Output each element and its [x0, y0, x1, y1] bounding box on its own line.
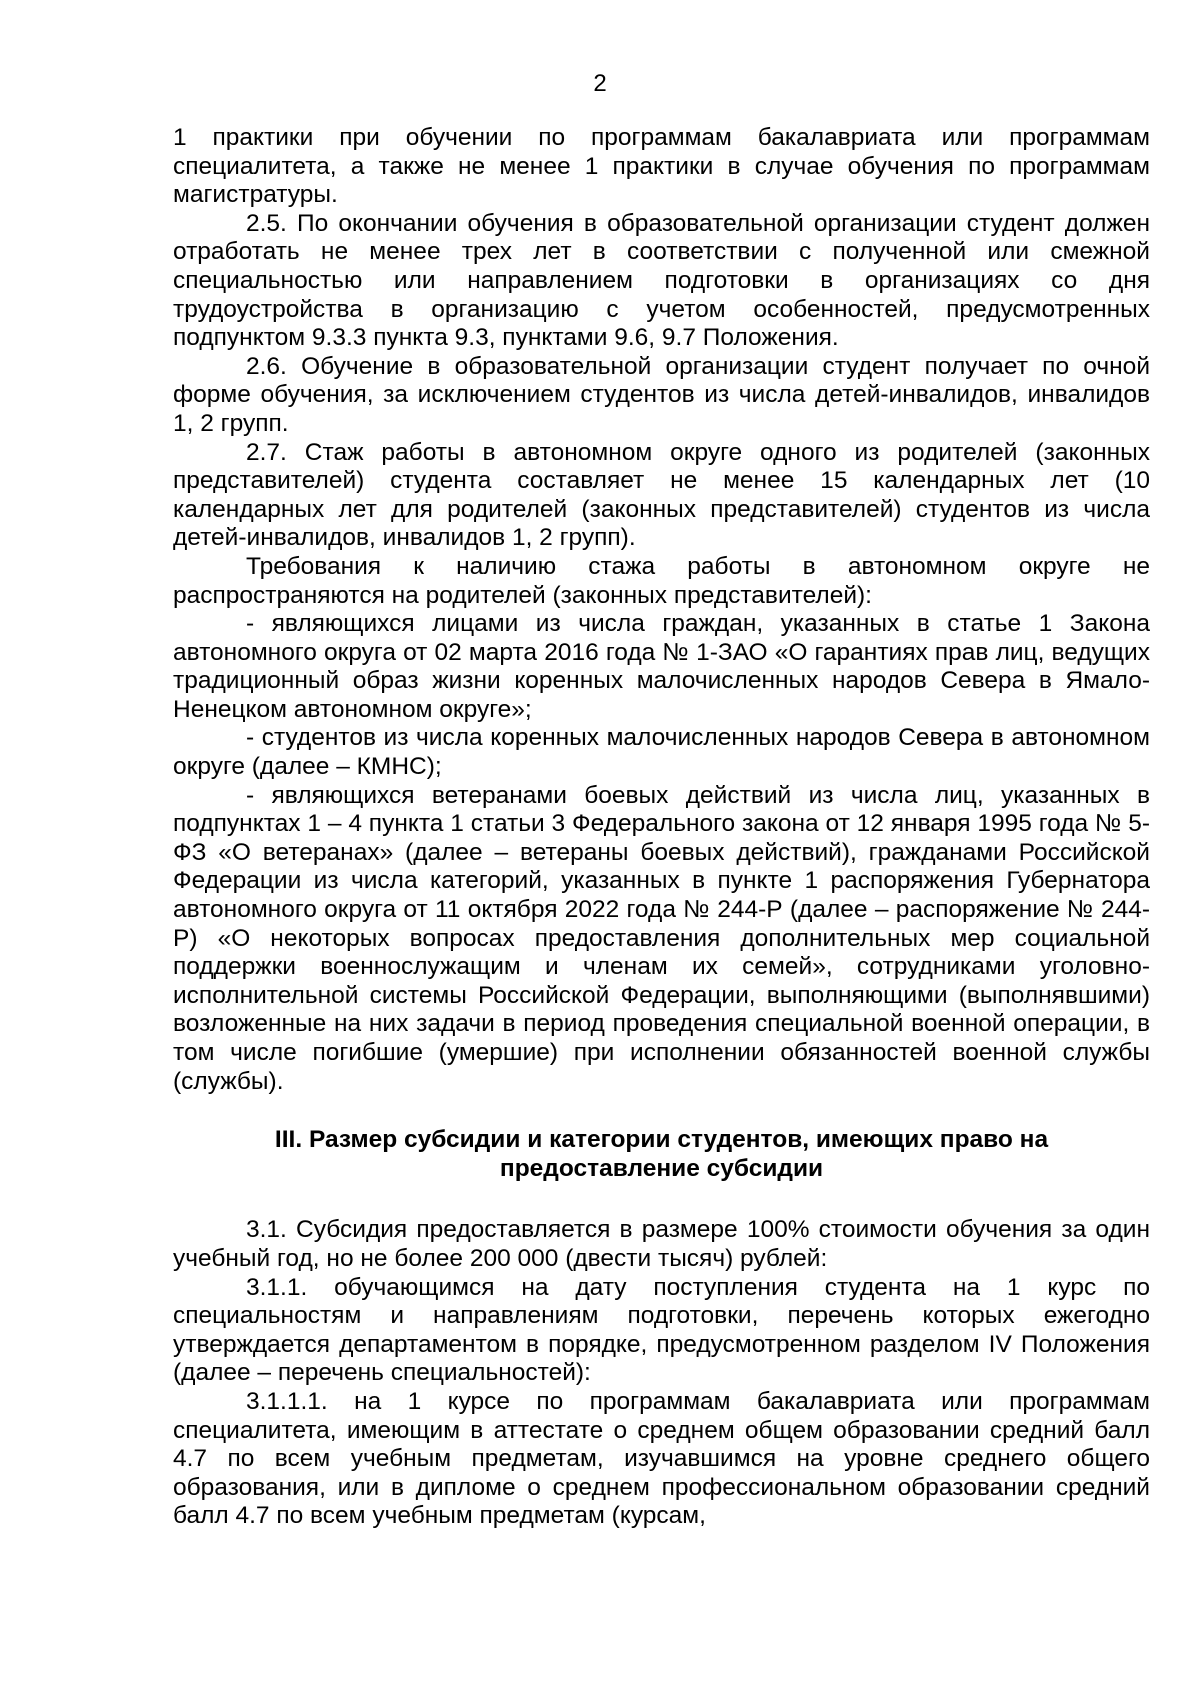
paragraph-2-6: 2.6. Обучение в образовательной организации студент получает по очной форме обучения, за исключением студентов из числа детей-инвалидов, инвалидов 1, 2 групп. [173, 352, 1150, 437]
document-body [173, 124, 1150, 1531]
paragraph-3-1-1: 3.1.1. обучающимся на дату поступления студента на 1 курс по специальностям и направлениям подготовки, перечень которых ежегодно утверждается департаментом в порядке, предусмотренном разделом IV Положения (далее – перечень специальностей): [173, 1273, 1150, 1387]
paragraph-3-1: 3.1. Субсидия предоставляется в размере 100% стоимости обучения за один учебный год, но не более 200 000 (двести тысяч) рублей: [173, 1216, 1150, 1272]
list-item-veterans: - являющихся ветеранами боевых действий из числа лиц, указанных в подпунктах 1 – 4 пункта 1 статьи 3 Федерального закона от 12 января 1995 года № 5-ФЗ «О ветеранах» (далее – ветераны боевых действий), гражданами Российской Федерации из числа категорий, указанных в пункте 1 распоряжения Губернатора автономного округа от 11 октября 2022 года № 244-Р (далее – распоряжение № 244-Р) «О некоторых вопросах предоставления дополнительных мер социальной поддержки военнослужащим и членам их семей», сотрудниками уголовно-исполнительной системы Российской Федерации, выполняющими (выполнявшими) возложенные на них задачи в период проведения специальной военной операции, в том числе погибшие (умершие) при исполнении обязанностей военной службы (службы). [173, 781, 1150, 1095]
section-heading-line-1: III. Размер субсидии и категории студентов, имеющих право на [274, 1126, 1049, 1154]
section-heading-line-2: предоставление субсидии [499, 1154, 824, 1182]
paragraph-2-5: 2.5. По окончании обучения в образовательной организации студент должен отработать не менее трех лет в соответствии с полученной или смежной специальностью или направлением подготовки в организациях со дня трудоустройства в организацию с учетом особенностей, предусмотренных подпунктом 9.3.3 пункта 9.3, пунктами 9.6, 9.7 Положения. [173, 209, 1150, 352]
list-item-kmns-students: - студентов из числа коренных малочисленных народов Севера в автономном округе (далее – КМНС); [173, 724, 1150, 781]
section-heading-iii [173, 1126, 1150, 1183]
paragraph-2-7: 2.7. Стаж работы в автономном округе одного из родителей (законных представителей) студента составляет не менее 15 календарных лет (10 календарных лет для родителей (законных представителей) студентов из числа детей-инвалидов, инвалидов 1, 2 групп). [173, 438, 1150, 552]
list-item-indigenous-law: - являющихся лицами из числа граждан, указанных в статье 1 Закона автономного округа от 02 марта 2016 года № 1-ЗАО «О гарантиях прав лиц, ведущих традиционный образ жизни коренных малочисленных народов Севера в Ямало-Ненецком автономном округе»; [173, 610, 1150, 723]
page-number: 2 [593, 70, 607, 97]
paragraph-requirements: Требования к наличию стажа работы в автономном округе не распространяются на родителей (законных представителей): [173, 552, 1150, 609]
paragraph-practice-continuation: 1 практики при обучении по программам бакалавриата или программам специалитета, а также не менее 1 практики в случае обучения по программам магистратуры. [173, 124, 1150, 209]
paragraph-3-1-1-1: 3.1.1.1. на 1 курсе по программам бакалавриата или программам специалитета, имеющим в аттестате о среднем общем образовании средний балл 4.7 по всем учебным предметам, изучавшимся на уровне среднего общего образования, или в дипломе о среднем профессиональном образовании средний балл 4.7 по всем учебным предметам (курсам, [173, 1387, 1150, 1530]
